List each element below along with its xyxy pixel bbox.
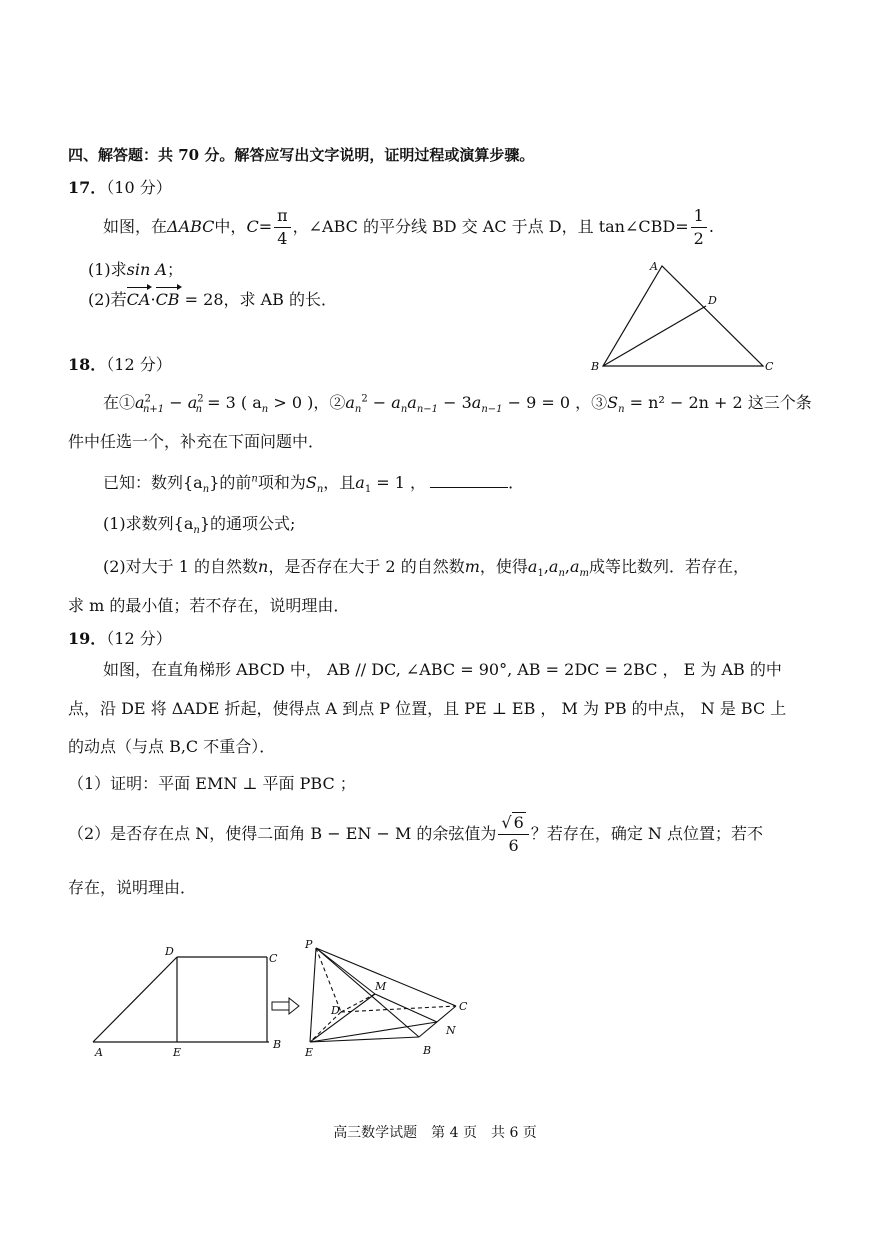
label-c: C (765, 360, 774, 373)
q18-part1: (1)求数列$\{a_n\}$的通项公式; (103, 514, 296, 537)
q18-known: 已知：数列$\{a_n\}$的前$^n$项和为$S_n$，且$a_1 = 1$ ， ． (103, 473, 525, 496)
q18-conditions: 在$①a^2_{n+1} - a^2_n = 3$ ( $a_n > 0$ )，$②a_n^2 - a_na_{n-1} - 3a_{n-1} - 9 = 0$ ，$③S_n = n^2 - 2n + 2$ 这三个条 (103, 393, 812, 416)
q19-line2: 点，沿 DE 将 ΔADE 折起，使得点 A 到点 P 位置，且 PE ⊥ EB ， M 为 PB 的中点， N 是 BC 上 (68, 699, 787, 718)
q18-part2: (2)对大于 1 的自然数n，是否存在大于 2 的自然数m，使得$a_1,a_n,a_m$成等比数列．若存在， (103, 557, 750, 580)
fig1-label-d: D (165, 945, 174, 958)
fig2-label-b: B (423, 1044, 432, 1057)
fig2-label-c: C (459, 1000, 468, 1013)
q19-line1: 如图，在直角梯形 ABCD 中， AB // DC, ∠ABC = 90°, AB = 2DC = 2BC ， E 为 AB 的中 (103, 660, 782, 679)
fill-blank (430, 473, 508, 488)
q18-line2: 件中任选一个，补充在下面问题中． (68, 432, 325, 451)
fig1-label-a: A (95, 1046, 103, 1059)
section-header: 四、解答题：共 70 分。解答应写出文字说明，证明过程或演算步骤。 (68, 146, 535, 164)
q17-part1: (1)求sin A； (88, 260, 183, 279)
fig1-label-c: C (269, 952, 278, 965)
q17-part2: (2)若CA·CB = 28，求 AB 的长． (88, 290, 337, 309)
q17-number: 17．（10 分） (68, 178, 172, 197)
triangle-abc-figure (585, 258, 775, 378)
label-d: D (708, 294, 717, 307)
fig1-label-e: E (173, 1046, 182, 1059)
fig1-label-b: B (273, 1038, 282, 1051)
fig2-label-e: E (305, 1046, 314, 1059)
fig2-label-p: P (305, 938, 313, 951)
q18-number: 18．（12 分） (68, 355, 172, 374)
arrow-right-icon (272, 998, 299, 1014)
q19-number: 19．（12 分） (68, 629, 172, 648)
q19-part2: （2）是否存在点 N，使得二面角 B − EN − M 的余弦值为 $\frac{√ 6}{6}$ ？若存在，确定 N 点位置；若不 (68, 813, 763, 855)
q18-part2-line2: 求 m 的最小值；若不存在，说明理由． (68, 596, 350, 615)
fig2-label-n: N (446, 1024, 456, 1037)
fig2-label-m: M (375, 980, 387, 993)
q19-line3: 的动点（与点 B,C 不重合）． (68, 737, 276, 756)
q17-stem: 如图，在ΔABC中，C= $\frac{\pi}{4}$ ，∠ABC 的平分线 BD 交 AC 于点 D，且 tan∠CBD= $\frac{1}{2}$ . (103, 206, 714, 248)
q19-part1: （1）证明：平面 EMN ⊥ 平面 PBC ； (68, 774, 356, 793)
q19-part2-line2: 存在，说明理由． (68, 878, 197, 897)
label-a: A (650, 260, 658, 273)
label-b: B (591, 360, 600, 373)
fig2-label-d: D (331, 1004, 340, 1017)
trapezoid-fold-figure (85, 938, 485, 1070)
page-footer: 高三数学试题 第 4 页 共 6 页 (333, 1125, 537, 1141)
